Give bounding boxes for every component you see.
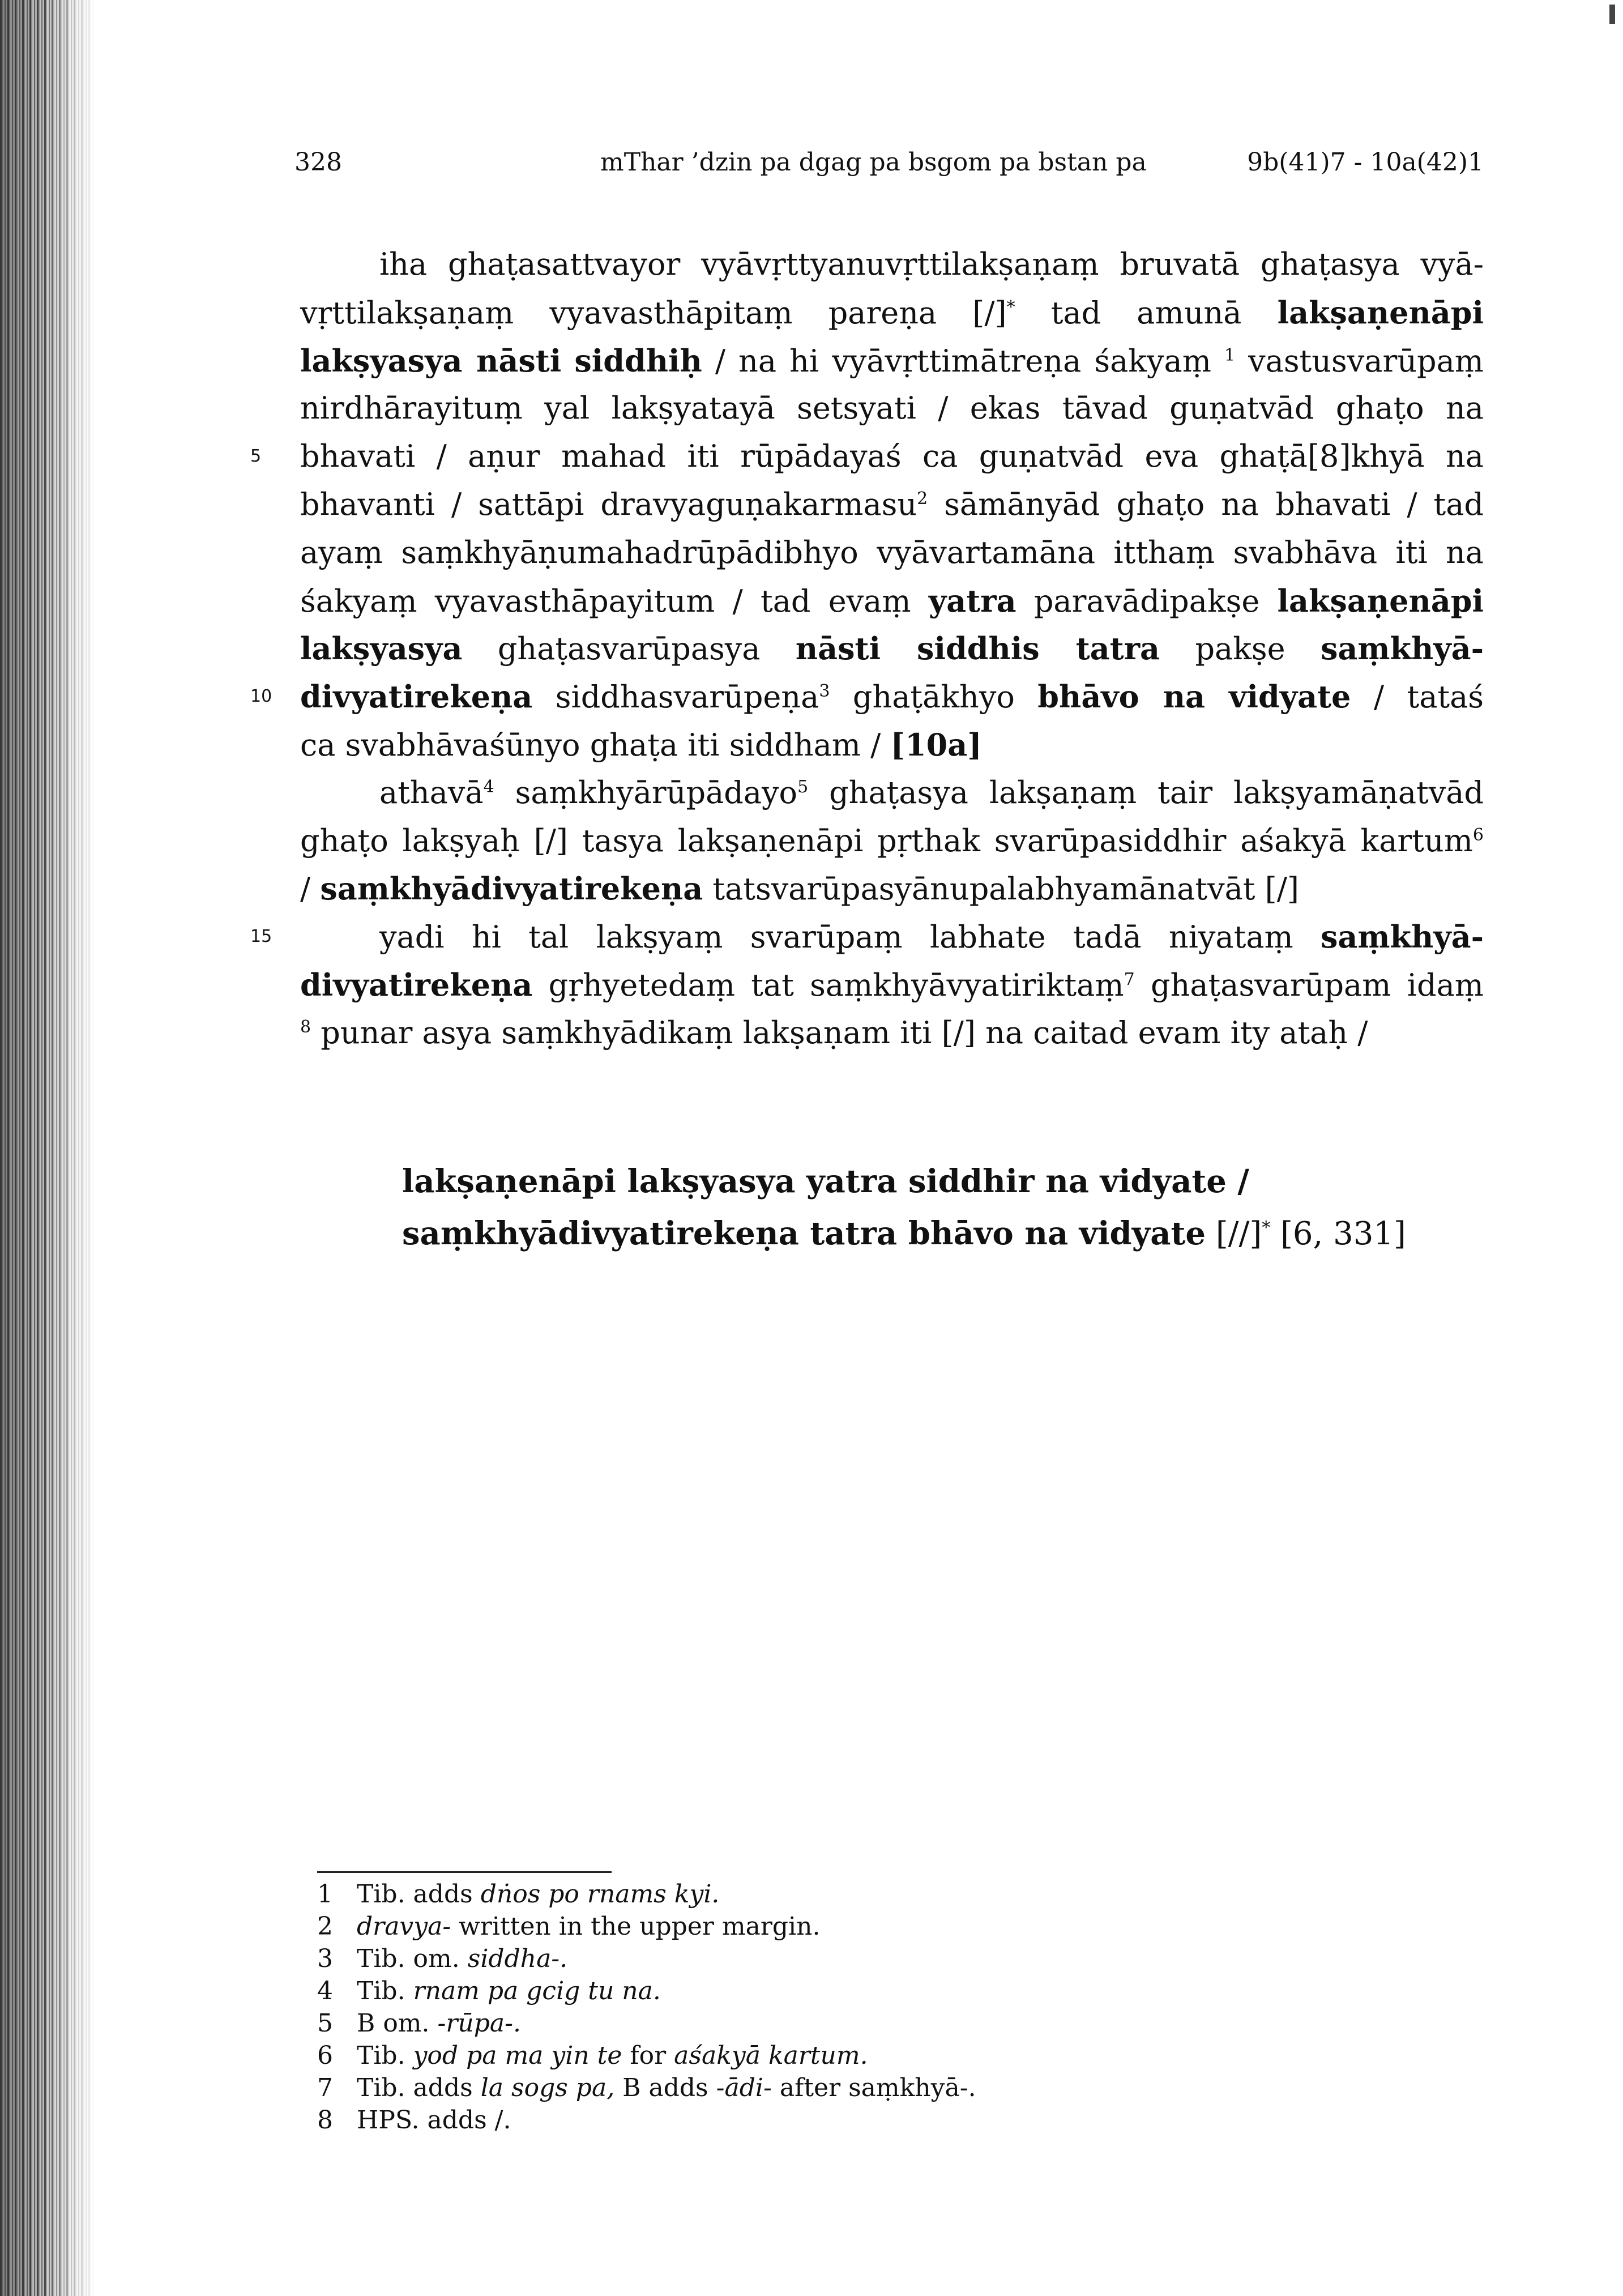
footnote: 3 Tib. om. siddha-.: [317, 1944, 568, 1973]
text-line-16: divyatirekeṇa gṛhyetedaṃ tat saṃkhyāvyatiriktaṃ$^7$ ghaṭasvarūpam idaṃ: [300, 966, 1484, 1003]
text-line-9: lakṣyasya ghaṭasvarūpasya nāsti siddhis tatra pakṣe saṃkhyā-: [300, 630, 1484, 667]
verse-block: [402, 1155, 1478, 1260]
line-number: 10: [250, 686, 272, 707]
footnote-divider: [317, 1871, 612, 1873]
text-line-11: ca svabhāvaśūnyo ghaṭa iti siddham / [10a]: [300, 726, 982, 763]
footnote: 4 Tib. rnam pa gcig tu na.: [317, 1977, 661, 2005]
main-text: [250, 241, 1484, 1057]
text-line-10: 10 divyatirekeṇa siddhasvarūpeṇa$^3$ ghaṭākhyo bhāvo na vidyate / tataś: [300, 673, 1484, 721]
text-line-15: 15 yadi hi tal lakṣyaṃ svarūpaṃ labhate tadā niyataṃ saṃkhyā-: [300, 913, 1484, 961]
folio-reference: 9b(41)7 - 10a(42)1: [1247, 148, 1484, 177]
footnote: 5 B om. -rūpa-.: [317, 2009, 522, 2038]
footnote: 7 Tib. adds la sogs pa, B adds -ādi- after saṃkhyā-.: [317, 2073, 976, 2102]
text-line-14: / saṃkhyādivyatirekeṇa tatsvarūpasyānupalabhyamānatvāt [/]: [300, 870, 1299, 907]
text-line-3: lakṣyasya nāsti siddhiḥ / na hi vyāvṛttimātreṇa śakyaṃ $^1$ vastusvarūpaṃ: [300, 342, 1484, 379]
footnote: 6 Tib. yod pa ma yin te for aśakyā kartum.: [317, 2041, 868, 2070]
line-number: 5: [250, 446, 262, 467]
verse-line-1: lakṣaṇenāpi lakṣyasya yatra siddhir na vidyate /: [402, 1163, 1249, 1200]
text-line-4: nirdhārayituṃ yal lakṣyatayā setsyati / ekas tāvad guṇatvād ghaṭo na: [300, 390, 1484, 426]
text-line-17: $^8$ punar asya saṃkhyādikaṃ lakṣaṇam iti [/] na caitad evam ity ataḥ /: [300, 1014, 1368, 1051]
text-line-6: bhavanti / sattāpi dravyaguṇakarmasu$^2$ sāmānyād ghaṭo na bhavati / tad: [300, 486, 1484, 522]
page-number: 328: [294, 148, 342, 177]
text-line-1: iha ghaṭasattvayor vyāvṛttyanuvṛttilakṣaṇaṃ bruvatā ghaṭasya vyā-: [379, 246, 1484, 282]
text-line-12: athavā$^4$ saṃkhyārūpādayo$^5$ ghaṭasya lakṣaṇaṃ tair lakṣyamāṇatvād: [379, 774, 1484, 810]
line-number: 15: [250, 927, 272, 947]
verse-line-2: saṃkhyādivyatirekeṇa tatra bhāvo na vidyate [//]* [6, 331]: [402, 1215, 1406, 1252]
footnotes: [317, 1878, 1450, 2136]
footnote: 2 dravya- written in the upper margin.: [317, 1912, 821, 1941]
book-gutter: [0, 0, 96, 2296]
running-title: mThar ’dzin pa dgag pa bsgom pa bstan pa: [600, 148, 1147, 177]
text-line-2: vṛttilakṣaṇaṃ vyavasthāpitaṃ pareṇa [/]* tad amunā lakṣaṇenāpi: [300, 294, 1484, 331]
footnote: 8 HPS. adds /.: [317, 2106, 511, 2135]
running-header: [294, 143, 1484, 182]
text-line-13: ghaṭo lakṣyaḥ [/] tasya lakṣaṇenāpi pṛthak svarūpasiddhir aśakyā kartum$^6$: [300, 822, 1484, 859]
text-line-5: 5 bhavati / aṇur mahad iti rūpādayaś ca guṇatvād eva ghaṭā[8]khyā na: [300, 433, 1484, 481]
scan-corner-mark: [1609, 5, 1615, 24]
text-line-8: śakyaṃ vyavasthāpayitum / tad evaṃ yatra paravādipakṣe lakṣaṇenāpi: [300, 582, 1484, 619]
text-line-7: ayaṃ saṃkhyāṇumahadrūpādibhyo vyāvartamāna itthaṃ svabhāva iti na: [300, 534, 1484, 570]
footnote: 1 Tib. adds dṅos po rnams kyi.: [317, 1880, 720, 1909]
